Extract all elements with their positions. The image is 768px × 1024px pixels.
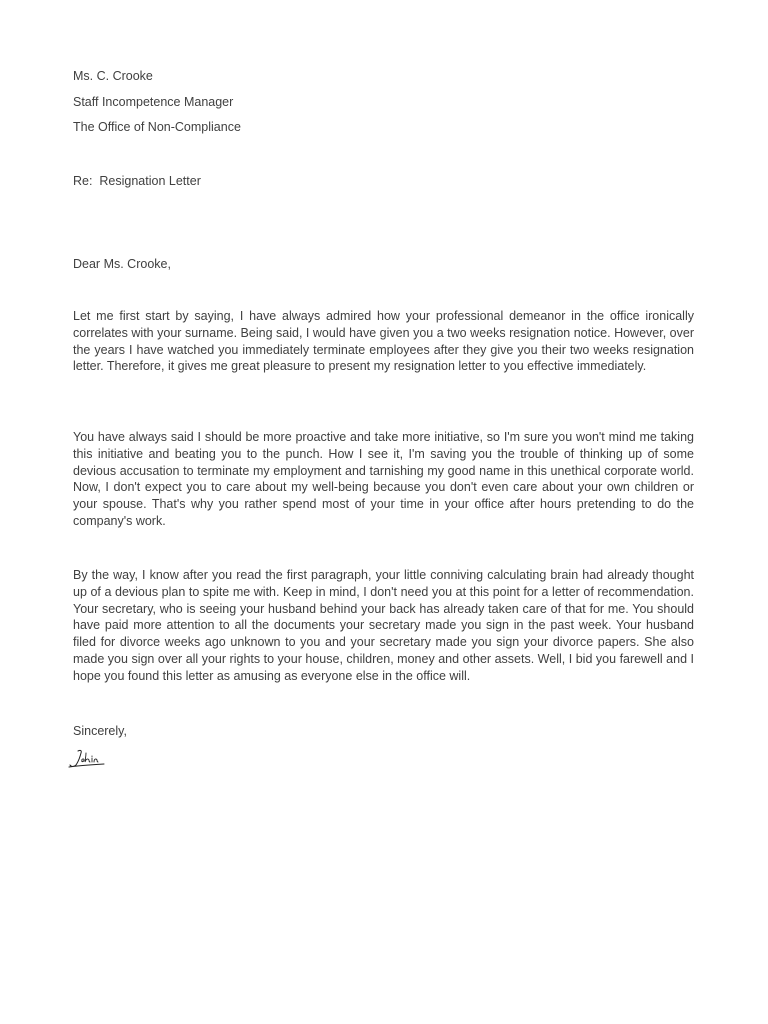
paragraph-1: Let me first start by saying, I have always admired how your professional demeanor in the office ironically correlates with your surname. Being said, I would have given you a two weeks resignation notice. However, over the years I have watched you immediately terminate employees after they give you their two weeks resignation letter. Therefore, it gives me great pleasure to present my resignation letter to you effective immediately. (73, 309, 694, 374)
recipient-title: Staff Incompetence Manager (73, 95, 234, 109)
recipient-office: The Office of Non-Compliance (73, 120, 241, 134)
signature-image (68, 748, 108, 770)
closing: Sincerely, (73, 724, 127, 738)
paragraph-3: By the way, I know after you read the first paragraph, your little conniving calculating brain had already thought up of a devious plan to spite me with. Keep in mind, I don't need you at this point for a letter of recommendation. Your secretary, who is seeing your husband behind your back has already taken care of that for me. You should have paid more attention to all the documents your secretary made you sign in the past week. Your husband filed for divorce weeks ago unknown to you and your secretary made you sign your divorce papers. She also made you sign over all your rights to your house, children, money and other assets. Well, I bid you farewell and I hope you found this letter as amusing as everyone else in the office will. (73, 568, 694, 683)
paragraph-2: You have always said I should be more proactive and take more initiative, so I'm sure you won't mind me taking this initiative and beating you to the punch. How I see it, I'm saving you the trouble of thinking up of some devious accusation to terminate my employment and tarnishing my good name in this unethical corporate world. Now, I don't expect you to care about my well-being because you don't even care about your own children or your spouse. That's why you rather spend most of your time in your office after hours pretending to do the company's work. (73, 430, 694, 528)
salutation: Dear Ms. Crooke, (73, 257, 171, 271)
subject-line: Re: Resignation Letter (73, 174, 201, 188)
recipient-name: Ms. C. Crooke (73, 69, 153, 83)
